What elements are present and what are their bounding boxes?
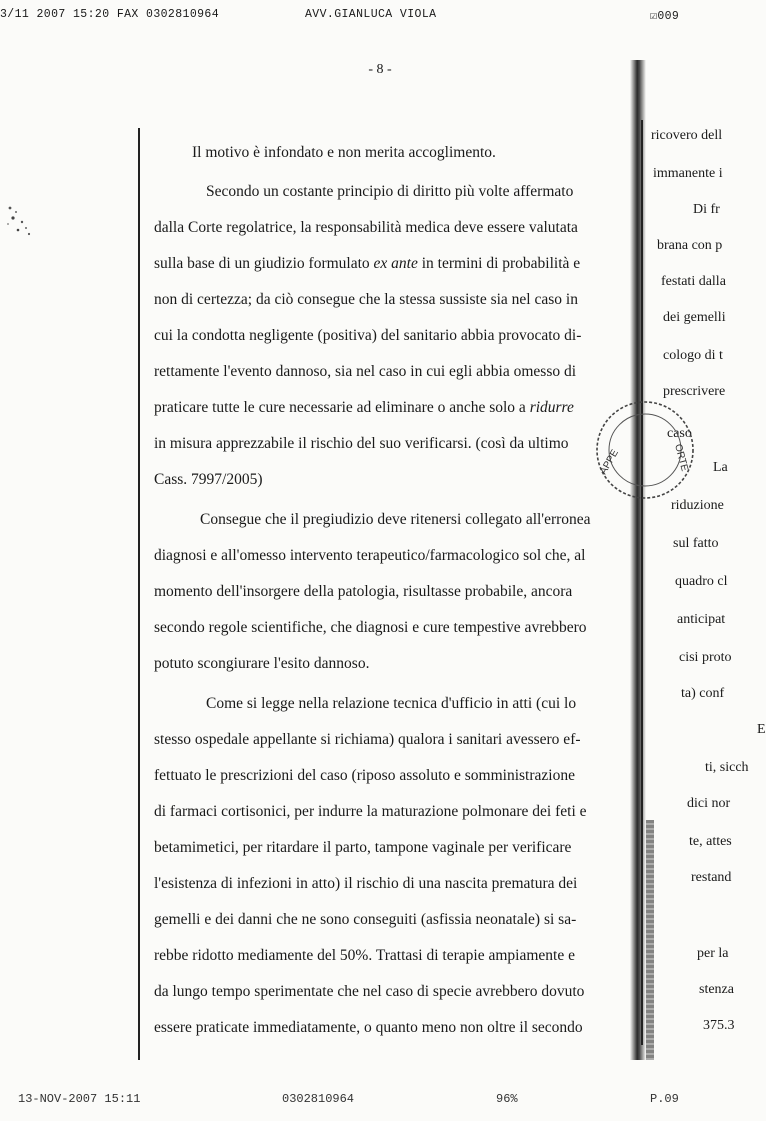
text-line: l'esistenza di infezioni in atto) il rischio di una nascita prematura dei — [154, 875, 578, 892]
text-line: essere praticate immediatamente, o quanto meno non oltre il secondo — [154, 1019, 583, 1036]
fragment-line: Di fr — [693, 202, 720, 217]
adjacent-page-fragment — [641, 120, 766, 1045]
fragment-line: E — [757, 722, 766, 737]
fragment-line: ti, sicch — [705, 760, 749, 775]
fragment-line: La — [713, 460, 728, 475]
fax-header-sender: AVV.GIANLUCA VIOLA — [305, 8, 437, 21]
fragment-line: festati dalla — [661, 274, 726, 289]
fragment-line: brana con p — [657, 238, 723, 253]
text-line: fettuato le prescrizioni del caso (riposo assoluto e somministrazione — [154, 767, 575, 784]
fax-footer-percent: 96% — [496, 1092, 518, 1106]
text-line: rettamente l'evento dannoso, sia nel caso in cui egli abbia omesso di — [154, 363, 577, 380]
text-line: di farmaci cortisonici, per indurre la maturazione polmonare dei feti e — [154, 803, 587, 820]
text-fragment: in termini di probabilità e — [421, 255, 581, 272]
text-line — [154, 399, 574, 417]
text-line: secondo regole scientifiche, che diagnosi e cure tempestive avrebbero — [154, 619, 587, 636]
fax-header-datetime: 3/11 2007 15:20 FAX 0302810964 — [0, 8, 220, 21]
stamp-text-left: APPE — [598, 447, 621, 477]
fragment-line: stenza — [699, 982, 734, 997]
fax-footer-page: P.09 — [650, 1092, 679, 1106]
fragment-line: anticipat — [677, 612, 726, 627]
fragment-line: ricovero dell — [651, 128, 723, 143]
text-fragment: praticare tutte le cure necessarie ad eliminare o anche solo a — [154, 399, 526, 416]
fragment-line: caso — [667, 426, 692, 441]
court-stamp — [585, 395, 705, 505]
text-line: momento dell'insorgere della patologia, risultasse probabile, ancora — [154, 583, 573, 600]
fragment-line: 375.3 — [703, 1018, 735, 1033]
text-italic-ridurre: ridurre — [529, 399, 574, 416]
text-line: cui la condotta negligente (positiva) del sanitario abbia provocato di- — [154, 327, 582, 344]
fragment-line: sul fatto — [673, 536, 719, 551]
fragment-line: immanente i — [653, 166, 723, 181]
fragment-line: quadro cl — [675, 574, 728, 589]
fragment-line: cologo di t — [663, 348, 723, 363]
text-line: rebbe ridotto mediamente del 50%. Trattasi di terapie ampiamente e — [154, 947, 575, 964]
text-fragment: sulla base di un giudizio formulato — [154, 255, 370, 272]
text-line: non di certezza; da ciò consegue che la stessa sussiste sia nel caso in — [154, 291, 578, 308]
stamp-text-right: ORTE — [672, 442, 690, 473]
fax-footer-number: 0302810964 — [282, 1092, 355, 1106]
text-line: Il motivo è infondato e non merita accoglimento. — [192, 144, 496, 161]
text-line: in misura apprezzabile il rischio del suo verificarsi. (così da ultimo — [154, 435, 569, 452]
text-line — [154, 255, 580, 273]
text-line: Consegue che il pregiudizio deve ritenersi collegato all'erronea — [200, 511, 591, 528]
text-line: stesso ospedale appellante si richiama) qualora i sanitari avessero ef- — [154, 731, 581, 748]
fragment-line: ta) conf — [681, 686, 725, 701]
text-line: Cass. 7997/2005) — [154, 471, 263, 488]
fragment-line: restand — [691, 870, 732, 885]
text-line: dalla Corte regolatrice, la responsabilità medica deve essere valutata — [154, 219, 578, 236]
text-line: da lungo tempo sperimentate che nel caso di specie avrebbero dovuto — [154, 983, 585, 1000]
text-line: Come si legge nella relazione tecnica d'ufficio in atti (cui lo — [206, 695, 577, 712]
fax-footer-datetime: 13-NOV-2007 15:11 — [18, 1092, 141, 1106]
fragment-line: per la — [697, 946, 729, 961]
text-line: Secondo un costante principio di diritto più volte affermato — [206, 183, 574, 200]
fragment-line: prescrivere — [663, 384, 726, 399]
fax-footer — [0, 1092, 750, 1110]
fragment-line: cisi proto — [679, 650, 732, 665]
scan-speck — [4, 200, 34, 240]
fax-header — [0, 8, 750, 26]
page-number: - 8 - — [368, 62, 392, 77]
text-line: potuto scongiurare l'esito dannoso. — [154, 655, 370, 672]
text-line: gemelli e dei danni che ne sono conseguiti (asfissia neonatale) si sa- — [154, 911, 577, 928]
fragment-line: te, attes — [689, 834, 732, 849]
fragment-line: riduzione — [671, 498, 724, 513]
text-italic-ex-ante: ex ante — [373, 255, 418, 272]
fax-header-page-code: ☑009 — [650, 10, 680, 23]
fragment-line: dei gemelli — [663, 310, 726, 325]
fragment-line: dici nor — [687, 796, 731, 811]
text-line: betamimetici, per ritardare il parto, tampone vaginale per verificare — [154, 839, 572, 856]
text-line: diagnosi e all'omesso intervento terapeutico/farmacologico sol che, al — [154, 547, 586, 564]
main-text-column — [138, 128, 628, 1060]
